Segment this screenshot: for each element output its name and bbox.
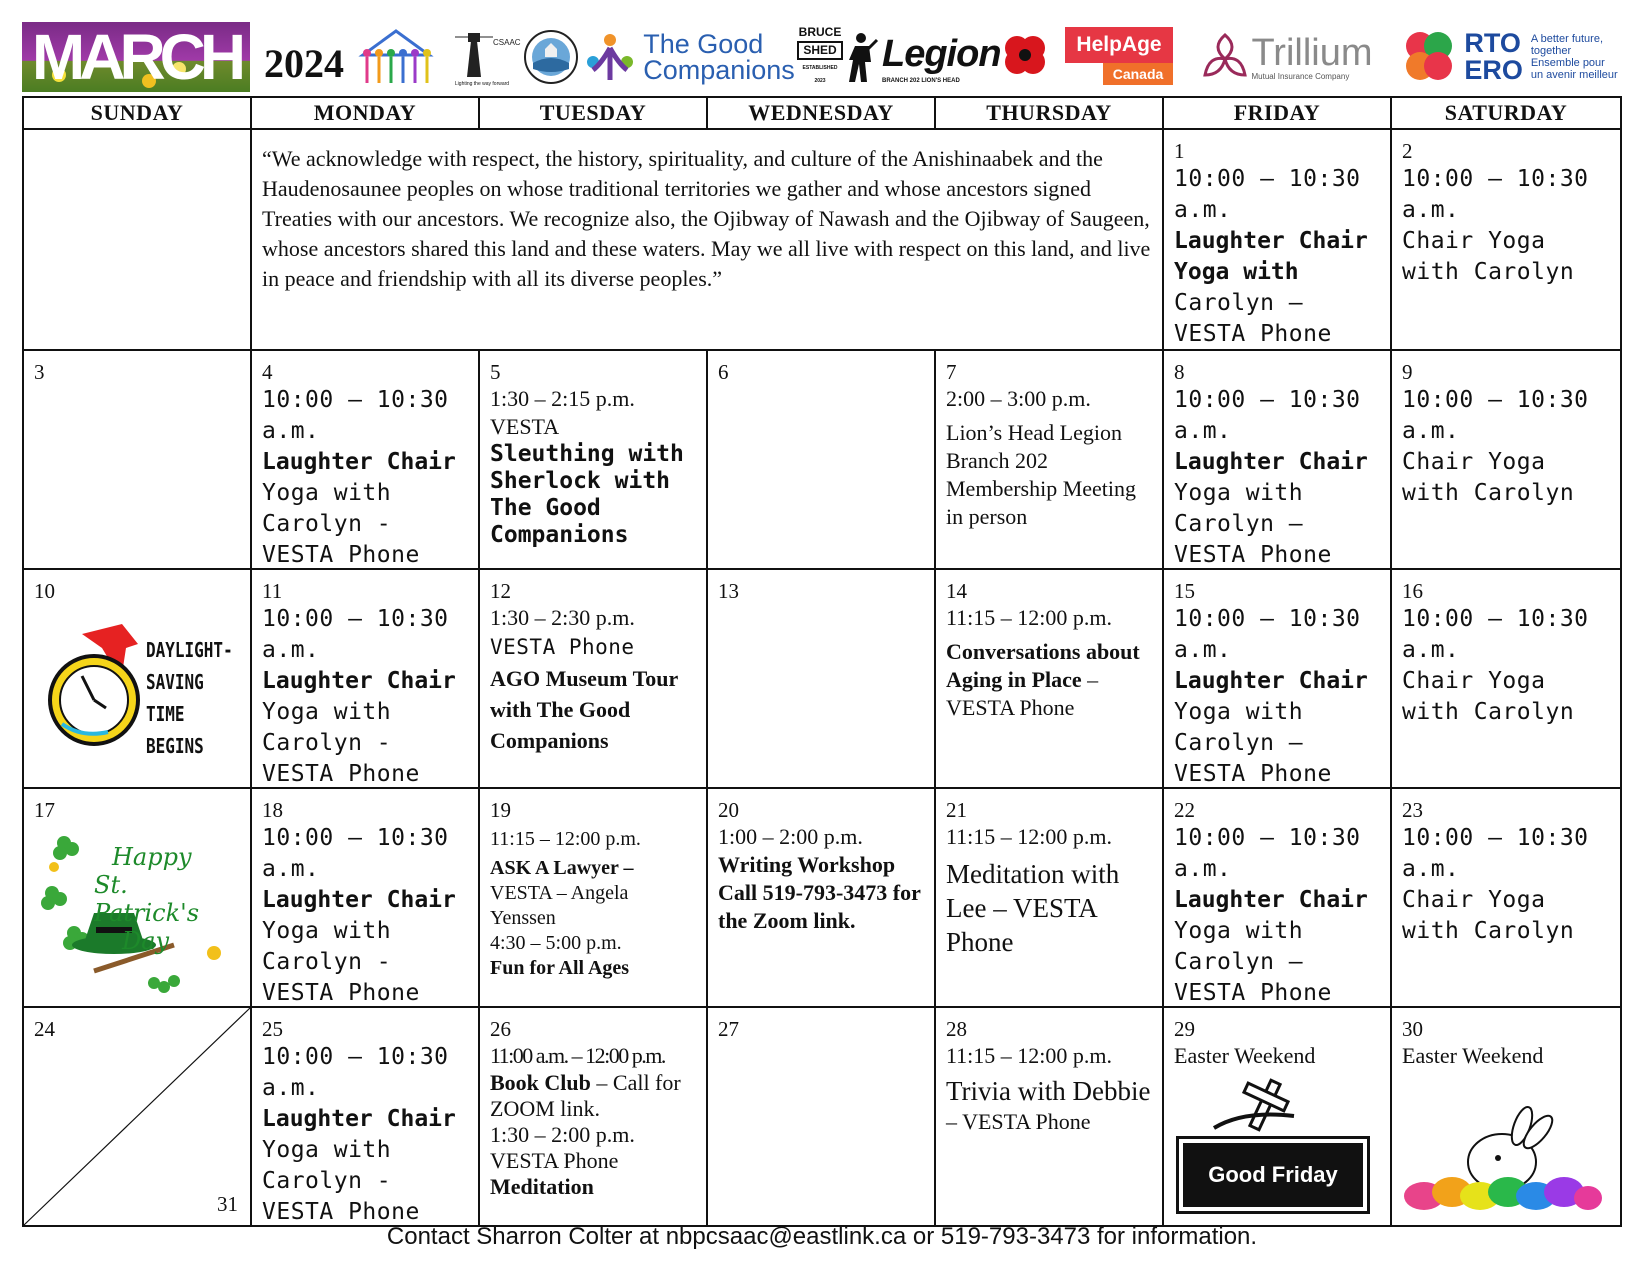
good-companions-line1: The Good bbox=[643, 29, 764, 59]
event-time: 10:00 – 10:30 a.m. bbox=[1402, 166, 1589, 223]
day-number: 13 bbox=[718, 579, 739, 603]
day-cell-21 bbox=[936, 787, 1164, 1006]
helpage-logo bbox=[1065, 24, 1173, 90]
day-cell-29 bbox=[1164, 1006, 1392, 1225]
day-cell-25 bbox=[252, 1006, 480, 1225]
weekday-wednesday: WEDNESDAY bbox=[708, 98, 936, 128]
ero-text: ERO bbox=[1464, 55, 1523, 85]
event-title: Laughter Chair bbox=[262, 887, 456, 913]
event-details: Yoga with Carolyn - VESTA Phone bbox=[262, 1137, 420, 1225]
day-number: 23 bbox=[1402, 798, 1423, 822]
clock-icon bbox=[42, 614, 152, 754]
day-cell-10 bbox=[24, 568, 252, 787]
day-cell-8 bbox=[1164, 349, 1392, 568]
event-time: 10:00 – 10:30 a.m. bbox=[1174, 606, 1361, 663]
day-number: 29 bbox=[1174, 1017, 1195, 1041]
event-title: Trivia with Debbie bbox=[946, 1076, 1151, 1106]
event-time: 10:00 – 10:30 a.m. bbox=[262, 387, 449, 444]
event-time-2: 1:30 – 2:00 p.m. bbox=[490, 1122, 635, 1147]
rto-tagline-4: un avenir meilleur bbox=[1530, 69, 1618, 81]
event-time: 11:15 – 12:00 p.m. bbox=[946, 605, 1113, 630]
event-details: Easter Weekend bbox=[1174, 1043, 1316, 1068]
good-companions-logo bbox=[582, 24, 794, 90]
day-cell-11 bbox=[252, 568, 480, 787]
st-patricks-graphic bbox=[34, 823, 240, 998]
event-title-2: Meditation bbox=[490, 1174, 594, 1199]
good-friday-sign bbox=[1176, 1136, 1370, 1214]
event-title-bold: Laughter Chair Yoga with bbox=[1174, 228, 1368, 285]
trillium-wordmark: Trillium bbox=[1251, 31, 1373, 74]
rto-text: RTO bbox=[1464, 28, 1521, 58]
event-time: 1:30 – 2:30 p.m. bbox=[490, 605, 635, 630]
event-details: Easter Weekend bbox=[1402, 1043, 1544, 1068]
weekday-saturday: SATURDAY bbox=[1444, 100, 1568, 125]
greeting-line: St. Patrick's bbox=[94, 871, 200, 927]
day-cell-14 bbox=[936, 568, 1164, 787]
event-time: 11:15 – 12:00 p.m. bbox=[946, 824, 1113, 849]
day-cell-5 bbox=[480, 349, 708, 568]
event-title: Laughter Chair bbox=[1174, 668, 1368, 694]
calendar-grid bbox=[22, 96, 1622, 1227]
event-details: Yoga with Carolyn - VESTA Phone bbox=[262, 480, 420, 568]
calendar-header bbox=[22, 18, 1622, 96]
event-time: 1:00 – 2:00 p.m. bbox=[718, 824, 863, 849]
event-title bbox=[1174, 226, 1380, 288]
event-time: 10:00 – 10:30 a.m. bbox=[1174, 387, 1361, 444]
good-friday-label: Good Friday bbox=[1183, 1143, 1363, 1207]
event-details: Chair Yoga with Carolyn bbox=[1402, 228, 1575, 285]
day-cell-30 bbox=[1392, 1006, 1620, 1225]
day-number: 5 bbox=[490, 360, 501, 384]
event-title: AGO Museum Tour with The Good Companions bbox=[490, 666, 678, 753]
day-number: 10 bbox=[34, 579, 55, 603]
event-details: – VESTA Phone bbox=[946, 1109, 1091, 1134]
event-time: 11:15 – 12:00 p.m. bbox=[490, 828, 641, 850]
event-details: Yoga with Carolyn – VESTA Phone bbox=[1174, 918, 1332, 1006]
trillium-flower-icon bbox=[1199, 29, 1251, 85]
event-details: Chair Yoga with Carolyn bbox=[1402, 668, 1575, 725]
bruce-text: BRUCE bbox=[798, 25, 842, 39]
event-title: Conversations about Aging in Place bbox=[946, 639, 1140, 692]
greeting-line: Happy bbox=[112, 843, 192, 871]
day-number: 30 bbox=[1402, 1017, 1423, 1041]
rto-tagline-3: Ensemble pour bbox=[1530, 57, 1605, 69]
shed-box bbox=[797, 41, 843, 60]
day-cell-2 bbox=[1392, 130, 1620, 349]
trillium-logo bbox=[1180, 24, 1392, 90]
dst-line: DAYLIGHT- bbox=[146, 638, 233, 662]
day-number: 19 bbox=[490, 798, 511, 822]
day-number: 9 bbox=[1402, 360, 1413, 384]
event-time: 11:15 – 12:00 p.m. bbox=[946, 1043, 1113, 1068]
calendar-weeks bbox=[22, 128, 1622, 1227]
event-details: Lion’s Head Legion Branch 202 Membership Meeting in person bbox=[946, 420, 1137, 529]
year-label: 2024 bbox=[264, 41, 344, 86]
helpage-wordmark: HelpAge bbox=[1065, 27, 1173, 63]
event-time: 10:00 – 10:30 a.m. bbox=[262, 606, 449, 663]
weekday-header-row bbox=[22, 96, 1622, 128]
event-time: 10:00 – 10:30 a.m. bbox=[262, 825, 449, 882]
day-cell-24-31 bbox=[24, 1006, 252, 1225]
event-time: 2:00 – 3:00 p.m. bbox=[946, 386, 1091, 411]
day-number: 11 bbox=[262, 579, 283, 603]
day-number-31: 31 bbox=[217, 1192, 238, 1216]
shed-text: SHED bbox=[803, 43, 837, 57]
rto-ero-logo bbox=[1396, 24, 1622, 90]
st-patricks-greeting bbox=[94, 843, 240, 955]
dst-line: BEGINS bbox=[146, 734, 204, 758]
community-people-logo bbox=[352, 24, 440, 90]
event-details: – Call for ZOOM link. bbox=[490, 1070, 681, 1121]
day-cell-4 bbox=[252, 349, 480, 568]
day-number: 8 bbox=[1174, 360, 1185, 384]
event-details: VESTA – Angela Yenssen bbox=[490, 882, 629, 929]
event-time: 10:00 – 10:30 a.m. bbox=[1402, 387, 1589, 444]
easter-bunny-eggs-icon bbox=[1402, 1108, 1602, 1218]
day-number: 21 bbox=[946, 798, 967, 822]
event-time-2: 4:30 – 5:00 p.m. bbox=[490, 932, 622, 954]
day-number: 6 bbox=[718, 360, 729, 384]
month-title bbox=[22, 22, 250, 92]
csaac-lighthouse-logo bbox=[447, 24, 521, 90]
event-title: Sleuthing with Sherlock with The Good Companions bbox=[490, 441, 684, 548]
event-time: 1:30 – 2:15 p.m. bbox=[490, 386, 635, 411]
good-companions-line2: Companions bbox=[643, 55, 795, 85]
event-title: Laughter Chair bbox=[262, 668, 456, 694]
legion-wordmark: Legion bbox=[882, 32, 1001, 75]
rto-tagline-1: A better future, bbox=[1530, 33, 1603, 45]
day-cell-12 bbox=[480, 568, 708, 787]
event-details: Chair Yoga with Carolyn bbox=[1402, 887, 1575, 944]
weekday-tuesday: TUESDAY bbox=[480, 98, 708, 128]
event-location: VESTA bbox=[490, 414, 560, 439]
contact-footer: Contact Sharron Colter at nbpcsaac@eastlink.ca or 519-793-3473 for information. bbox=[386, 1223, 1258, 1250]
day-number: 12 bbox=[490, 579, 511, 603]
day-cell-7 bbox=[936, 349, 1164, 568]
event-title-2: Fun for All Ages bbox=[490, 957, 630, 979]
csaac-text: CSAAC bbox=[493, 38, 521, 47]
weekday-thursday: THURSDAY bbox=[936, 98, 1164, 128]
day-number: 2 bbox=[1402, 139, 1413, 163]
day-cell-empty bbox=[24, 130, 252, 349]
dst-line: TIME bbox=[146, 702, 185, 726]
day-number: 14 bbox=[946, 579, 967, 603]
day-number: 24 bbox=[34, 1017, 55, 1041]
dst-text bbox=[146, 634, 233, 762]
worker-silhouette-icon bbox=[843, 30, 877, 84]
greeting-line: Day bbox=[122, 927, 170, 955]
day-number: 28 bbox=[946, 1017, 967, 1041]
event-title: Writing Workshop Call 519-793-3473 for the Zoom link. bbox=[718, 852, 921, 933]
event-time: 10:00 – 10:30 a.m. bbox=[1174, 166, 1361, 223]
event-title: Laughter Chair bbox=[262, 449, 456, 475]
day-cell-13 bbox=[708, 568, 936, 787]
legion-branch-text: BRANCH 202 LION'S HEAD bbox=[882, 78, 960, 84]
day-cell-16 bbox=[1392, 568, 1620, 787]
day-cell-28 bbox=[936, 1006, 1164, 1225]
day-cell-3 bbox=[24, 349, 252, 568]
weekday-friday: FRIDAY bbox=[1164, 98, 1392, 128]
weekday-sunday: SUNDAY bbox=[24, 98, 252, 128]
day-cell-27 bbox=[708, 1006, 936, 1225]
event-location: VESTA Phone bbox=[490, 635, 635, 659]
day-number: 20 bbox=[718, 798, 739, 822]
day-number: 15 bbox=[1174, 579, 1195, 603]
event-time: 10:00 – 10:30 a.m. bbox=[1402, 606, 1589, 663]
established-text: ESTABLISHED 2023 bbox=[802, 65, 838, 84]
day-number: 27 bbox=[718, 1017, 739, 1041]
day-number: 25 bbox=[262, 1017, 283, 1041]
day-cell-19 bbox=[480, 787, 708, 1006]
poppy-icon bbox=[1001, 30, 1049, 78]
event-description bbox=[946, 638, 1152, 722]
day-number: 26 bbox=[490, 1017, 511, 1041]
event-details: Yoga with Carolyn - VESTA Phone bbox=[262, 918, 420, 1006]
day-cell-20 bbox=[708, 787, 936, 1006]
event-details: Chair Yoga with Carolyn bbox=[1402, 449, 1575, 506]
day-cell-1 bbox=[1164, 130, 1392, 349]
event-time: 10:00 – 10:30 a.m. bbox=[1174, 825, 1361, 882]
event-description bbox=[946, 1074, 1152, 1136]
helpage-canada: Canada bbox=[1103, 63, 1173, 85]
event-details: – VESTA Phone bbox=[946, 667, 1099, 720]
weekday-monday: MONDAY bbox=[252, 98, 480, 128]
day-cell-17 bbox=[24, 787, 252, 1006]
event-details: Yoga with Carolyn – VESTA Phone bbox=[1174, 480, 1332, 568]
month-label: MARCH bbox=[31, 21, 241, 93]
event-time: 10:00 – 10:30 a.m. bbox=[262, 1044, 449, 1101]
day-number: 22 bbox=[1174, 798, 1195, 822]
event-title: ASK A Lawyer – bbox=[490, 857, 634, 879]
day-cell-18 bbox=[252, 787, 480, 1006]
day-number: 7 bbox=[946, 360, 957, 384]
event-details: Carolyn – VESTA Phone bbox=[1174, 290, 1332, 347]
dst-line: SAVING bbox=[146, 670, 204, 694]
event-title: Laughter Chair bbox=[1174, 449, 1368, 475]
rto-mark-icon bbox=[1400, 28, 1458, 86]
day-cell-15 bbox=[1164, 568, 1392, 787]
event-description bbox=[490, 1070, 696, 1122]
mens-shed-logo bbox=[797, 24, 877, 90]
event-title: Laughter Chair bbox=[262, 1106, 456, 1132]
day-number: 3 bbox=[34, 360, 45, 384]
lighthouse-tagline: Lighting the way forward bbox=[454, 81, 510, 87]
day-cell-26 bbox=[480, 1006, 708, 1225]
event-details: Meditation with Lee – VESTA Phone bbox=[946, 859, 1120, 957]
day-cell-9 bbox=[1392, 349, 1620, 568]
event-title: Laughter Chair bbox=[1174, 887, 1368, 913]
event-details: Yoga with Carolyn – VESTA Phone bbox=[1174, 699, 1332, 787]
daylight-saving-graphic bbox=[34, 604, 240, 764]
day-cell-23 bbox=[1392, 787, 1620, 1006]
day-number: 4 bbox=[262, 360, 273, 384]
event-location-2: VESTA Phone bbox=[490, 1148, 619, 1173]
day-number: 17 bbox=[34, 798, 55, 822]
event-details: Yoga with Carolyn - VESTA Phone bbox=[262, 699, 420, 787]
event-time: 11:00 a.m. – 12:00 p.m. bbox=[490, 1043, 665, 1068]
day-number: 16 bbox=[1402, 579, 1423, 603]
legion-logo bbox=[882, 24, 1042, 90]
day-number: 1 bbox=[1174, 139, 1185, 163]
day-cell-22 bbox=[1164, 787, 1392, 1006]
event-title: Book Club bbox=[490, 1070, 591, 1095]
event-time: 10:00 – 10:30 a.m. bbox=[1402, 825, 1589, 882]
land-acknowledgement: “We acknowledge with respect, the history, spirituality, and culture of the Anishinaabek and the Haudenosaunee peoples on whose traditional territories we gather and whose ancestors signed Treaties with our ancestors. We recognize also, the Ojibway of Nawash and the Ojibway of Saugeen, whose ancestors shared this land and these waters. May we all live with respect on this land, and live in peace and friendship with all its diverse peoples.” bbox=[252, 130, 1164, 349]
day-cell-6 bbox=[708, 349, 936, 568]
rto-tagline-2: together bbox=[1530, 45, 1572, 57]
trillium-subtitle: Mutual Insurance Company bbox=[1251, 71, 1350, 81]
circle-seal-logo bbox=[520, 24, 582, 90]
cross-icon bbox=[1204, 1076, 1324, 1132]
day-number: 18 bbox=[262, 798, 283, 822]
